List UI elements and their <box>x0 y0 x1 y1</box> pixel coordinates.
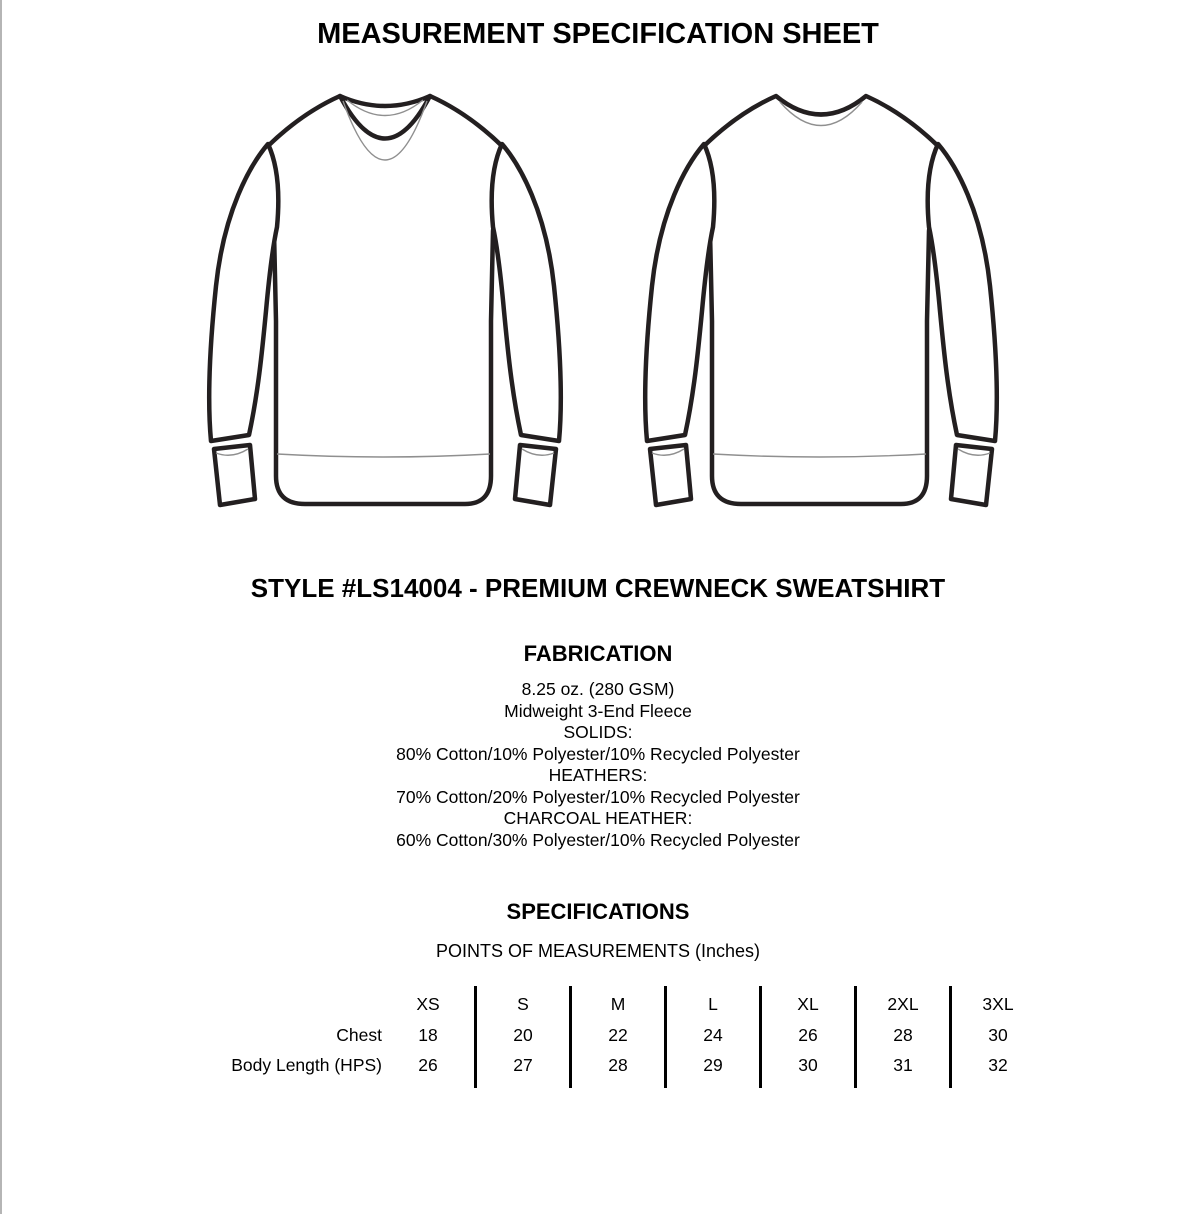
back-body-outline <box>704 96 938 504</box>
fabrication-line: 8.25 oz. (280 GSM) <box>521 679 675 699</box>
size-header-cell: 3XL <box>951 986 1045 1020</box>
size-header-cell: L <box>666 986 761 1020</box>
measurement-cell: 24 <box>666 1020 761 1050</box>
row-label-cell <box>152 986 382 1020</box>
measurement-cell: 20 <box>476 1020 571 1050</box>
measurement-cell: 30 <box>761 1050 856 1088</box>
measurement-cell: 30 <box>951 1020 1045 1050</box>
garment-drawings <box>2 71 1194 511</box>
fabrication-heading: FABRICATION <box>523 641 673 666</box>
size-header-cell: S <box>476 986 571 1020</box>
fabrication-details <box>2 679 1194 851</box>
measurement-cell: 18 <box>418 1024 438 1045</box>
fabrication-line: SOLIDS: <box>563 722 633 742</box>
points-of-measurements-subheading: POINTS OF MEASUREMENTS (Inches) <box>435 941 761 961</box>
page-title: MEASUREMENT SPECIFICATION SHEET <box>317 18 879 50</box>
back-right-sleeve <box>928 144 997 441</box>
size-header-cell: M <box>571 986 666 1020</box>
fabrication-line: CHARCOAL HEATHER: <box>503 808 693 828</box>
fabrication-line: 60% Cotton/30% Polyester/10% Recycled Polyester <box>396 829 800 850</box>
measurement-cell: 31 <box>856 1050 951 1088</box>
sweatshirt-front-view-drawing <box>170 71 590 511</box>
row-label-cell: Body Length (HPS) <box>231 1054 382 1075</box>
measurement-cell: 22 <box>571 1020 666 1050</box>
measurement-cell: 28 <box>571 1050 666 1088</box>
fabrication-line: 80% Cotton/10% Polyester/10% Recycled Polyester <box>396 743 800 764</box>
sweatshirt-back-view-drawing <box>606 71 1026 511</box>
size-header-cell: XS <box>416 993 440 1014</box>
fabrication-line: 70% Cotton/20% Polyester/10% Recycled Polyester <box>396 786 800 807</box>
measurement-cell: 26 <box>761 1020 856 1050</box>
size-header-cell: 2XL <box>856 986 951 1020</box>
measurement-cell: 32 <box>951 1050 1045 1088</box>
table-row-body-length <box>152 1050 1044 1088</box>
back-left-sleeve <box>645 144 714 441</box>
size-header-row <box>152 986 1044 1020</box>
front-left-sleeve <box>209 144 278 441</box>
table-row-chest <box>152 1020 1044 1050</box>
measurement-cell: 27 <box>476 1050 571 1088</box>
front-right-sleeve <box>492 144 561 441</box>
measurement-cell: 29 <box>666 1050 761 1088</box>
fabrication-line: Midweight 3-End Fleece <box>504 700 692 721</box>
measurement-cell: 26 <box>418 1054 438 1075</box>
row-label-cell: Chest <box>336 1024 382 1045</box>
specifications-heading: SPECIFICATIONS <box>506 899 690 924</box>
size-header-cell: XL <box>761 986 856 1020</box>
fabrication-line: HEATHERS: <box>548 765 648 785</box>
style-heading: STYLE #LS14004 - PREMIUM CREWNECK SWEATSHIRT <box>250 573 946 603</box>
measurement-cell: 28 <box>856 1020 951 1050</box>
measurement-table <box>152 986 1044 1088</box>
front-body-outline <box>268 96 502 504</box>
